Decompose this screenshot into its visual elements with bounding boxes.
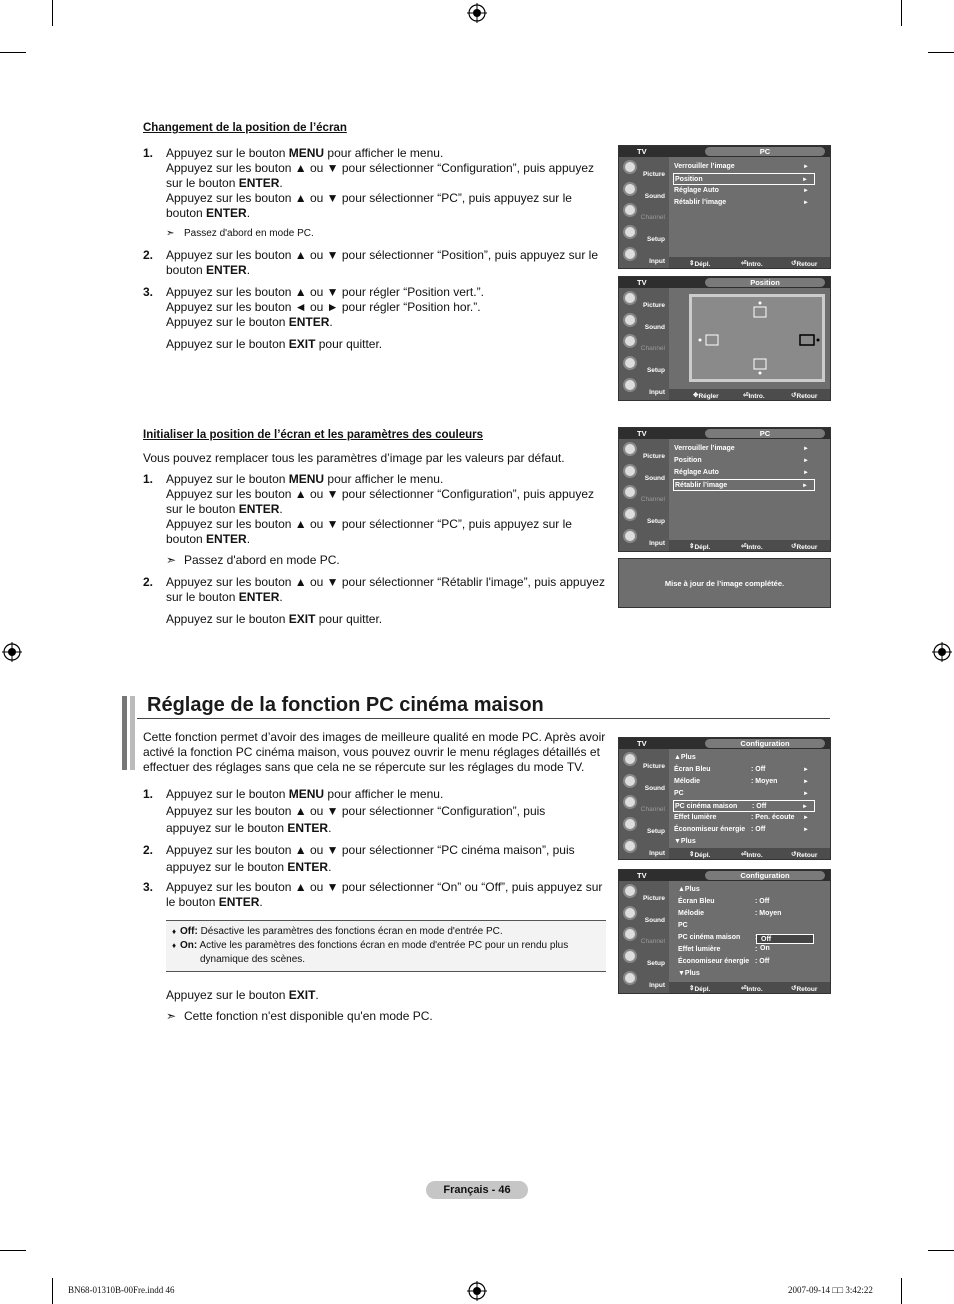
sidebar-item-sound[interactable]: Sound (621, 181, 667, 201)
step-2 (143, 575, 613, 605)
tv-label: TV (637, 871, 647, 880)
arrow-right-icon: ► (803, 815, 809, 821)
section-intro: Vous pouvez remplacer tous les paramètres d’image par les valeurs par défaut. (143, 451, 565, 465)
crop-mark (901, 1278, 902, 1304)
gear-icon (623, 949, 637, 963)
step-number: 3. (143, 285, 154, 299)
step-line: Appuyez sur les bouton ▲ ou ▼ pour sélectionner “Configuration”, puis (166, 804, 546, 818)
heading-bar (130, 696, 135, 770)
sidebar-item-channel[interactable]: Channel (621, 794, 667, 814)
menu-items (673, 443, 815, 491)
menu-sidebar (619, 439, 669, 551)
step-line: Appuyez sur les bouton ◄ ou ► pour régler “Position hor.”. (166, 300, 481, 314)
arrow-right-icon: ► (803, 200, 809, 206)
menu-item[interactable]: Mélodie : Moyen ► (673, 776, 815, 788)
heading-bar (122, 696, 127, 770)
arrow-right-icon: ► (802, 804, 808, 810)
step-number: 3. (143, 880, 154, 894)
menu-item[interactable]: Position ► (673, 455, 815, 467)
menu-item-more-up[interactable]: ▲Plus (674, 754, 696, 761)
step-line: sur le bouton ENTER. (166, 502, 283, 516)
help-return: ↺ Retour (791, 392, 818, 400)
channel-icon (623, 203, 637, 217)
registration-mark-icon (2, 642, 22, 662)
step-2 (143, 248, 613, 278)
diamond-bullet-icon: ♦ (172, 941, 177, 950)
step-line: Appuyez sur les bouton ▲ ou ▼ pour sélectionner “Rétablir l'image”, puis appuyez (166, 575, 605, 589)
step-line: Appuyez sur les bouton ▲ ou ▼ pour sélectionner “Position”, puis appuyez sur le (166, 248, 598, 262)
sidebar-item-channel[interactable]: Channel (621, 202, 667, 222)
crop-mark (0, 1250, 26, 1251)
help-move: ⇕ Dépl. (689, 985, 711, 993)
registration-mark-icon (467, 1281, 487, 1301)
help-bar (669, 848, 830, 859)
tv-label: TV (637, 739, 647, 748)
menu-item-selected[interactable]: Position ► (673, 173, 815, 185)
position-arrows-icon (692, 297, 828, 385)
sidebar-item-sound[interactable]: Sound (621, 463, 667, 483)
arrow-right-icon: ► (803, 458, 809, 464)
menu-item[interactable]: PC ► (673, 788, 815, 800)
picture-icon (623, 884, 637, 898)
sound-icon (623, 906, 637, 920)
step-line: le bouton ENTER. (166, 895, 263, 909)
note-text: Passez d'abord en mode PC. (184, 553, 340, 567)
step-line: Appuyez sur le bouton MENU pour afficher le menu. (166, 787, 444, 801)
crop-mark (928, 1250, 954, 1251)
intro-line: activé la fonction PC cinéma maison, vous pouvez ouvrir le menu réglages détaillés et (143, 745, 600, 759)
channel-icon (623, 334, 637, 348)
crop-mark (901, 0, 902, 26)
crop-mark (0, 52, 26, 53)
step-line: Appuyez sur les bouton ▲ ou ▼ pour sélectionner “Configuration”, puis appuyez (166, 487, 594, 501)
sound-icon (623, 774, 637, 788)
help-enter: ⏎ Intro. (741, 851, 763, 859)
sidebar-item-setup[interactable]: Setup (621, 506, 667, 526)
menu-sidebar (619, 157, 669, 268)
menu-sidebar (619, 749, 669, 859)
sidebar-item-picture[interactable]: Picture (621, 751, 667, 771)
note-text: Cette fonction n'est disponible qu'en mode PC. (184, 1009, 433, 1023)
menu-item[interactable]: Verrouiller l’image ► (673, 443, 815, 455)
step-1 (143, 146, 613, 221)
sound-icon (623, 313, 637, 327)
position-adjust-area[interactable] (689, 294, 825, 382)
tv-menu-configuration-dropdown (618, 869, 831, 994)
menu-item-selected[interactable]: PC cinéma maison : Off ► (673, 800, 815, 812)
gear-icon (623, 817, 637, 831)
arrow-right-icon: ► (803, 164, 809, 170)
bullet-off: ♦ Off: Désactive les paramètres des fonctions écran en mode d'entrée PC. (172, 926, 503, 937)
help-move: ⇕ Dépl. (689, 851, 711, 859)
tv-menu-configuration (618, 737, 831, 860)
help-bar (669, 389, 830, 400)
sidebar-item-input[interactable]: Input (621, 528, 667, 548)
arrow-right-icon: ► (803, 470, 809, 476)
sidebar-item-channel[interactable]: Channel (621, 926, 667, 946)
tv-menu-pc (618, 145, 831, 269)
page-number: Français - 46 (426, 1181, 528, 1199)
menu-items (677, 884, 819, 980)
menu-item-more-down[interactable]: ▼Plus (674, 838, 696, 845)
arrow-right-icon: ► (803, 791, 809, 797)
on-off-dropdown[interactable] (756, 934, 814, 954)
sidebar-item-picture[interactable]: Picture (621, 883, 667, 903)
arrow-right-icon: ► (802, 483, 808, 489)
sidebar-item-input[interactable]: Input (621, 246, 667, 266)
intro-line: Cette fonction permet d’avoir des images de meilleure qualité en mode PC. Après avoir (143, 730, 606, 744)
menu-item[interactable]: PC (678, 922, 688, 929)
step-line: appuyez sur le bouton ENTER. (166, 821, 332, 835)
diamond-bullet-icon: ♦ (172, 927, 177, 936)
page-heading: Réglage de la fonction PC cinéma maison (147, 694, 544, 716)
note-arrow-icon: ➣ (166, 553, 177, 567)
step-line: Appuyez sur les bouton ▲ ou ▼ pour sélectionner “Configuration”, puis appuyez (166, 161, 594, 175)
menu-sidebar (619, 288, 669, 400)
help-enter: ⏎ Intro. (741, 260, 763, 268)
step-line: bouton ENTER. (166, 206, 251, 220)
sidebar-item-input[interactable]: Input (621, 838, 667, 858)
section-title: Initialiser la position de l’écran et les paramètres des couleurs (143, 429, 484, 441)
menu-item-selected[interactable]: Rétablir l’image ► (673, 479, 815, 491)
sidebar-item-sound[interactable]: Sound (621, 905, 667, 925)
menu-item-more-down[interactable]: ▼Plus (678, 970, 700, 977)
step-3 (143, 285, 613, 330)
menu-title: PC (705, 429, 825, 438)
menu-item[interactable]: Verrouiller l’image ► (673, 161, 815, 173)
help-enter: ⏎ Intro. (741, 985, 763, 993)
step-number: 2. (143, 248, 154, 262)
sound-icon (623, 182, 637, 196)
step-1 (143, 786, 613, 837)
menu-item[interactable]: Économiseur énergie : Off ► (673, 824, 815, 836)
sidebar-item-input[interactable]: Input (621, 970, 667, 990)
picture-icon (623, 442, 637, 456)
menu-item[interactable]: Rétablir l’image ► (673, 197, 815, 209)
step-2 (143, 842, 613, 876)
step-line: Appuyez sur les bouton ▲ ou ▼ pour sélectionner “PC”, puis appuyez sur le (166, 517, 572, 531)
help-return: ↺ Retour (791, 985, 818, 993)
options-box (166, 920, 606, 972)
picture-icon (623, 291, 637, 305)
section-title: Changement de la position de l’écran (143, 122, 347, 134)
picture-icon (623, 752, 637, 766)
menu-item[interactable]: Réglage Auto ► (673, 467, 815, 479)
step-line: Appuyez sur les bouton ▲ ou ▼ pour sélectionner “PC”, puis appuyez sur le (166, 191, 572, 205)
tv-label: TV (637, 147, 647, 156)
menu-items (673, 161, 815, 209)
arrow-right-icon: ► (803, 827, 809, 833)
step-line: bouton ENTER. (166, 532, 251, 546)
step-line: bouton ENTER. (166, 263, 251, 277)
crop-mark (52, 0, 53, 26)
registration-mark-icon (932, 642, 952, 662)
exit-instruction: Appuyez sur le bouton EXIT pour quitter. (166, 612, 383, 626)
input-icon (623, 378, 637, 392)
gear-icon (623, 356, 637, 370)
tv-menu-position (618, 276, 831, 401)
note-text: Passez d'abord en mode PC. (184, 228, 314, 239)
file-name: BN68-01310B-00Fre.indd 46 (68, 1285, 175, 1295)
dialog-message: Mise à jour de l’image complétée. (664, 579, 785, 588)
channel-icon (623, 795, 637, 809)
input-icon (623, 839, 637, 853)
update-complete-dialog (618, 558, 831, 608)
step-line: Appuyez sur le bouton MENU pour afficher le menu. (166, 146, 444, 160)
intro-line: effectuer des réglages sans que cela ne se répercute sur les réglages du mode TV. (143, 760, 585, 774)
menu-item[interactable]: Écran Bleu : Off (678, 898, 770, 905)
step-number: 1. (143, 472, 154, 486)
step-3 (143, 880, 613, 910)
menu-item-active[interactable]: PC cinéma maison (678, 934, 741, 941)
picture-icon (623, 160, 637, 174)
sidebar-item-picture[interactable]: Picture (621, 441, 667, 461)
sidebar-item-sound[interactable]: Sound (621, 773, 667, 793)
step-line: Appuyez sur les bouton ▲ ou ▼ pour sélectionner “PC cinéma maison”, puis (166, 843, 575, 857)
sidebar-item-picture[interactable]: Picture (621, 159, 667, 179)
sidebar-item-channel[interactable]: Channel (621, 484, 667, 504)
bullet-on: ♦ On: Active les paramètres des fonctions écran en mode d'entrée PC pour un rendu plus (172, 940, 569, 951)
arrow-right-icon: ► (803, 779, 809, 785)
gear-icon (623, 507, 637, 521)
sidebar-item-picture[interactable]: Picture (621, 290, 667, 310)
note-arrow-icon: ➣ (166, 1009, 177, 1023)
help-move: ⇕ Dépl. (689, 260, 711, 268)
input-icon (623, 247, 637, 261)
step-line: appuyez sur le bouton ENTER. (166, 860, 332, 874)
menu-items (673, 752, 815, 848)
help-enter: ⏎ Intro. (743, 392, 765, 400)
crop-mark (52, 1278, 53, 1304)
step-line: Appuyez sur le bouton ENTER. (166, 315, 333, 329)
menu-item[interactable]: Écran Bleu : Off ► (673, 764, 815, 776)
sidebar-item-setup[interactable]: Setup (621, 224, 667, 244)
menu-item[interactable]: Réglage Auto ► (673, 185, 815, 197)
help-bar (669, 257, 830, 268)
menu-title: Configuration (705, 739, 825, 748)
menu-item-more-up[interactable]: ▲Plus (678, 886, 700, 893)
sidebar-item-setup[interactable]: Setup (621, 816, 667, 836)
menu-item[interactable]: Mélodie : Moyen (678, 910, 782, 917)
menu-item[interactable]: Économiseur énergie : Off (678, 958, 770, 965)
note (166, 228, 314, 239)
menu-title: Configuration (705, 871, 825, 880)
heading-rule (137, 718, 830, 719)
sidebar-item-channel[interactable]: Channel (621, 333, 667, 353)
exit-instruction: Appuyez sur le bouton EXIT pour quitter. (166, 337, 383, 351)
registration-mark-icon (467, 3, 487, 23)
step-line: Appuyez sur les bouton ▲ ou ▼ pour sélectionner “On” ou “Off”, puis appuyez sur (166, 880, 603, 894)
note (166, 553, 340, 567)
bullet-on-continued: dynamique des scènes. (200, 954, 306, 965)
arrow-right-icon: ► (803, 188, 809, 194)
menu-sidebar (619, 881, 669, 993)
step-number: 2. (143, 843, 154, 857)
step-line: Appuyez sur les bouton ▲ ou ▼ pour régler “Position vert.”. (166, 285, 484, 299)
sound-icon (623, 464, 637, 478)
dropdown-option-on[interactable]: On (760, 945, 770, 952)
exit-instruction: Appuyez sur le bouton EXIT. (166, 988, 319, 1002)
help-bar (669, 540, 830, 551)
arrow-right-icon: ► (803, 446, 809, 452)
menu-item[interactable]: Effet lumière : (678, 946, 758, 953)
help-enter: ⏎ Intro. (741, 543, 763, 551)
section-intro (143, 730, 605, 775)
input-icon (623, 971, 637, 985)
help-return: ↺ Retour (791, 260, 818, 268)
help-adjust: ✥ Régler (693, 392, 719, 400)
tv-menu-pc-reset (618, 427, 831, 552)
help-return: ↺ Retour (791, 851, 818, 859)
arrow-right-icon: ► (802, 177, 808, 183)
menu-title: PC (705, 147, 825, 156)
tv-label: TV (637, 429, 647, 438)
note (166, 1009, 433, 1023)
sidebar-item-setup[interactable]: Setup (621, 355, 667, 375)
menu-title: Position (705, 278, 825, 287)
step-line: sur le bouton ENTER. (166, 176, 283, 190)
menu-item[interactable]: Effet lumière : Pen. écoute ► (673, 812, 815, 824)
channel-icon (623, 927, 637, 941)
gear-icon (623, 225, 637, 239)
step-line: sur le bouton ENTER. (166, 590, 283, 604)
help-return: ↺ Retour (791, 543, 818, 551)
arrow-right-icon: ► (803, 767, 809, 773)
channel-icon (623, 485, 637, 499)
input-icon (623, 529, 637, 543)
sidebar-item-sound[interactable]: Sound (621, 312, 667, 332)
step-1 (143, 472, 613, 547)
step-number: 2. (143, 575, 154, 589)
print-date: 2007-09-14 □□ 3:42:22 (788, 1285, 873, 1295)
sidebar-item-setup[interactable]: Setup (621, 948, 667, 968)
dropdown-option-off[interactable]: Off (756, 934, 814, 944)
crop-mark (928, 52, 954, 53)
help-bar (669, 982, 830, 993)
step-number: 1. (143, 787, 154, 801)
help-move: ⇕ Dépl. (689, 543, 711, 551)
note-arrow-icon: ➣ (166, 228, 175, 239)
sidebar-item-input[interactable]: Input (621, 377, 667, 397)
step-number: 1. (143, 146, 154, 160)
tv-label: TV (637, 278, 647, 287)
step-line: Appuyez sur le bouton MENU pour afficher le menu. (166, 472, 444, 486)
